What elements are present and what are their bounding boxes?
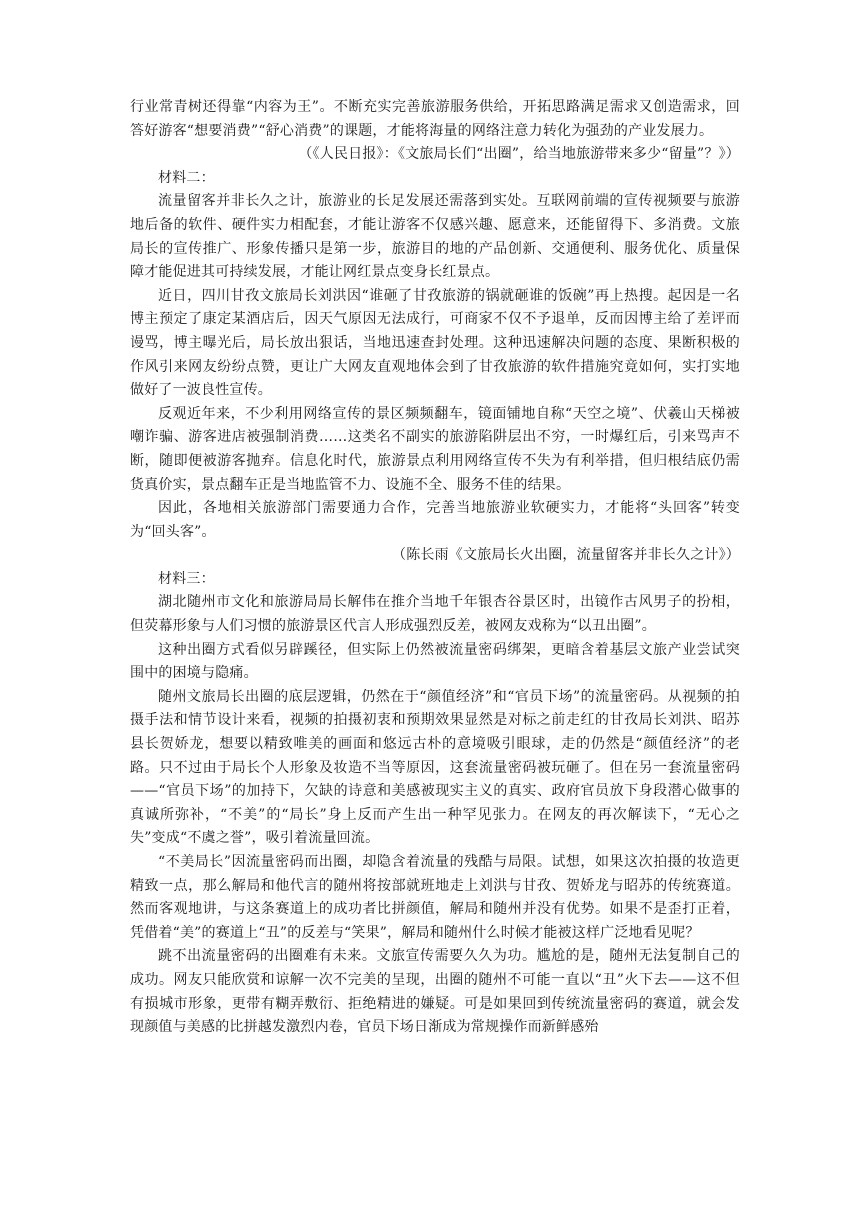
document-page: [130, 96, 740, 1040]
material-two-paragraph-2: 近日，四川甘孜文旅局长刘洪因“谁砸了甘孜旅游的锅就砸谁的饭碗”再上热搜。起因是一名博主预定了康定某酒店后，因天气原因无法成行，可商家不仅不予退单，反而因博主给了差评而谩骂，博主曝光后，局长放出狠话，当地迅速查封处理。这种迅速解决问题的态度、果断积极的作风引来网友纷纷点赞，更让广大网友直观地体会到了甘孜旅游的软件措施究竟如何，实打实地做好了一波良性宣传。: [130, 287, 740, 399]
source-citation-2: （陈长雨《文旅局长火出圈，流量留客并非长久之计》）: [392, 547, 740, 564]
material-two-label: 材料二：: [158, 169, 215, 186]
source-citation-1: （《人民日报》：《文旅局长们“出圈”，给当地旅游带来多少“留量”？》）: [298, 146, 740, 163]
material-three-paragraph-5: 跳不出流量密码的出圈难有未来。文旅宣传需要久久为功。尴尬的是，随州无法复制自己的成功。网友只能欣赏和谅解一次不完美的呈现，出圈的随州不可能一直以“丑”火下去——这不但有损城市形象，更带有糊弄敷衍、拒绝精进的嫌疑。可是如果回到传统流量密码的赛道，就会发现颜值与美感的比拼越发激烈内卷，官员下场日渐成为常规操作而新鲜感殆: [130, 948, 740, 1036]
paragraph-intro-continued: 行业常青树还得靠“内容为王”。不断充实完善旅游服务供给，开拓思路满足需求又创造需求，回答好游客“想要消费”“舒心消费”的课题，才能将海量的网络注意力转化为强劲的产业发展力。: [130, 99, 740, 139]
material-three-label: 材料三：: [158, 570, 215, 587]
material-three-paragraph-4: “不美局长”因流量密码而出圈，却隐含着流量的残酷与局限。试想，如果这次拍摄的妆造更精致一点，那么解局和他代言的随州将按部就班地走上刘洪与甘孜、贺娇龙与昭苏的传统赛道。然而客观地讲，与这条赛道上的成功者比拼颜值，解局和随州并没有优势。如果不是歪打正着，凭借着“美”的赛道上“丑”的反差与“笑果”，解局和随州什么时候才能被这样广泛地看见呢？: [130, 854, 740, 941]
material-two-paragraph-4: 因此，各地相关旅游部门需要通力合作，完善当地旅游业软硬实力，才能将“头回客”转变为“回头客”。: [130, 500, 740, 540]
material-two-paragraph-3: 反观近年来，不少利用网络宣传的景区频频翻车，镜面铺地自称“天空之境”、伏羲山天梯被嘲诈骗、游客进店被强制消费……这类名不副实的旅游陷阱层出不穷，一时爆红后，引来骂声不断，随即便被游客抛弃。信息化时代，旅游景点利用网络宣传不失为有利举措，但归根结底仍需货真价实，景点翻车正是当地监管不力、设施不全、服务不佳的结果。: [130, 405, 740, 493]
material-three-paragraph-3: 随州文旅局长出圈的底层逻辑，仍然在于“颜值经济”和“官员下场”的流量密码。从视频的拍摄手法和情节设计来看，视频的拍摄初衷和预期效果显然是对标之前走红的甘孜局长刘洪、昭苏县长贺娇龙，想要以精致唯美的画面和悠远古朴的意境吸引眼球，走的仍然是“颜值经济”的老路。只不过由于局长个人形象及妆造不当等原因，这套流量密码被玩砸了。但在另一套流量密码——“官员下场”的加持下，欠缺的诗意和美感被现实主义的真实、政府官员放下身段潜心做事的真诚所弥补，“不美”的“局长”身上反而产生出一种罕见张力。在网友的再次解读下，“无心之失”变成“不虞之誉”，吸引着流量回流。: [130, 688, 740, 847]
material-three-paragraph-1: 湖北随州市文化和旅游局局长解伟在推介当地千年银杏谷景区时，出镜作古风男子的扮相，但荧幕形象与人们习惯的旅游景区代言人形成强烈反差，被网友戏称为“以丑出圈”。: [130, 594, 740, 635]
material-three-paragraph-2: 这种出圈方式看似另辟蹊径，但实际上仍然被流量密码绑架，更暗含着基层文旅产业尝试突围中的困境与隐痛。: [130, 641, 740, 682]
material-two-paragraph-1: 流量留客并非长久之计，旅游业的长足发展还需落到实处。互联网前端的宣传视频要与旅游地后备的软件、硬件实力相配套，才能让游客不仅感兴趣、愿意来，还能留得下、多消费。文旅局长的宣传推广、形象传播只是第一步，旅游目的地的产品创新、交通便利、服务优化、质量保障才能促进其可持续发展，才能让网红景点变身长红景点。: [130, 193, 740, 281]
